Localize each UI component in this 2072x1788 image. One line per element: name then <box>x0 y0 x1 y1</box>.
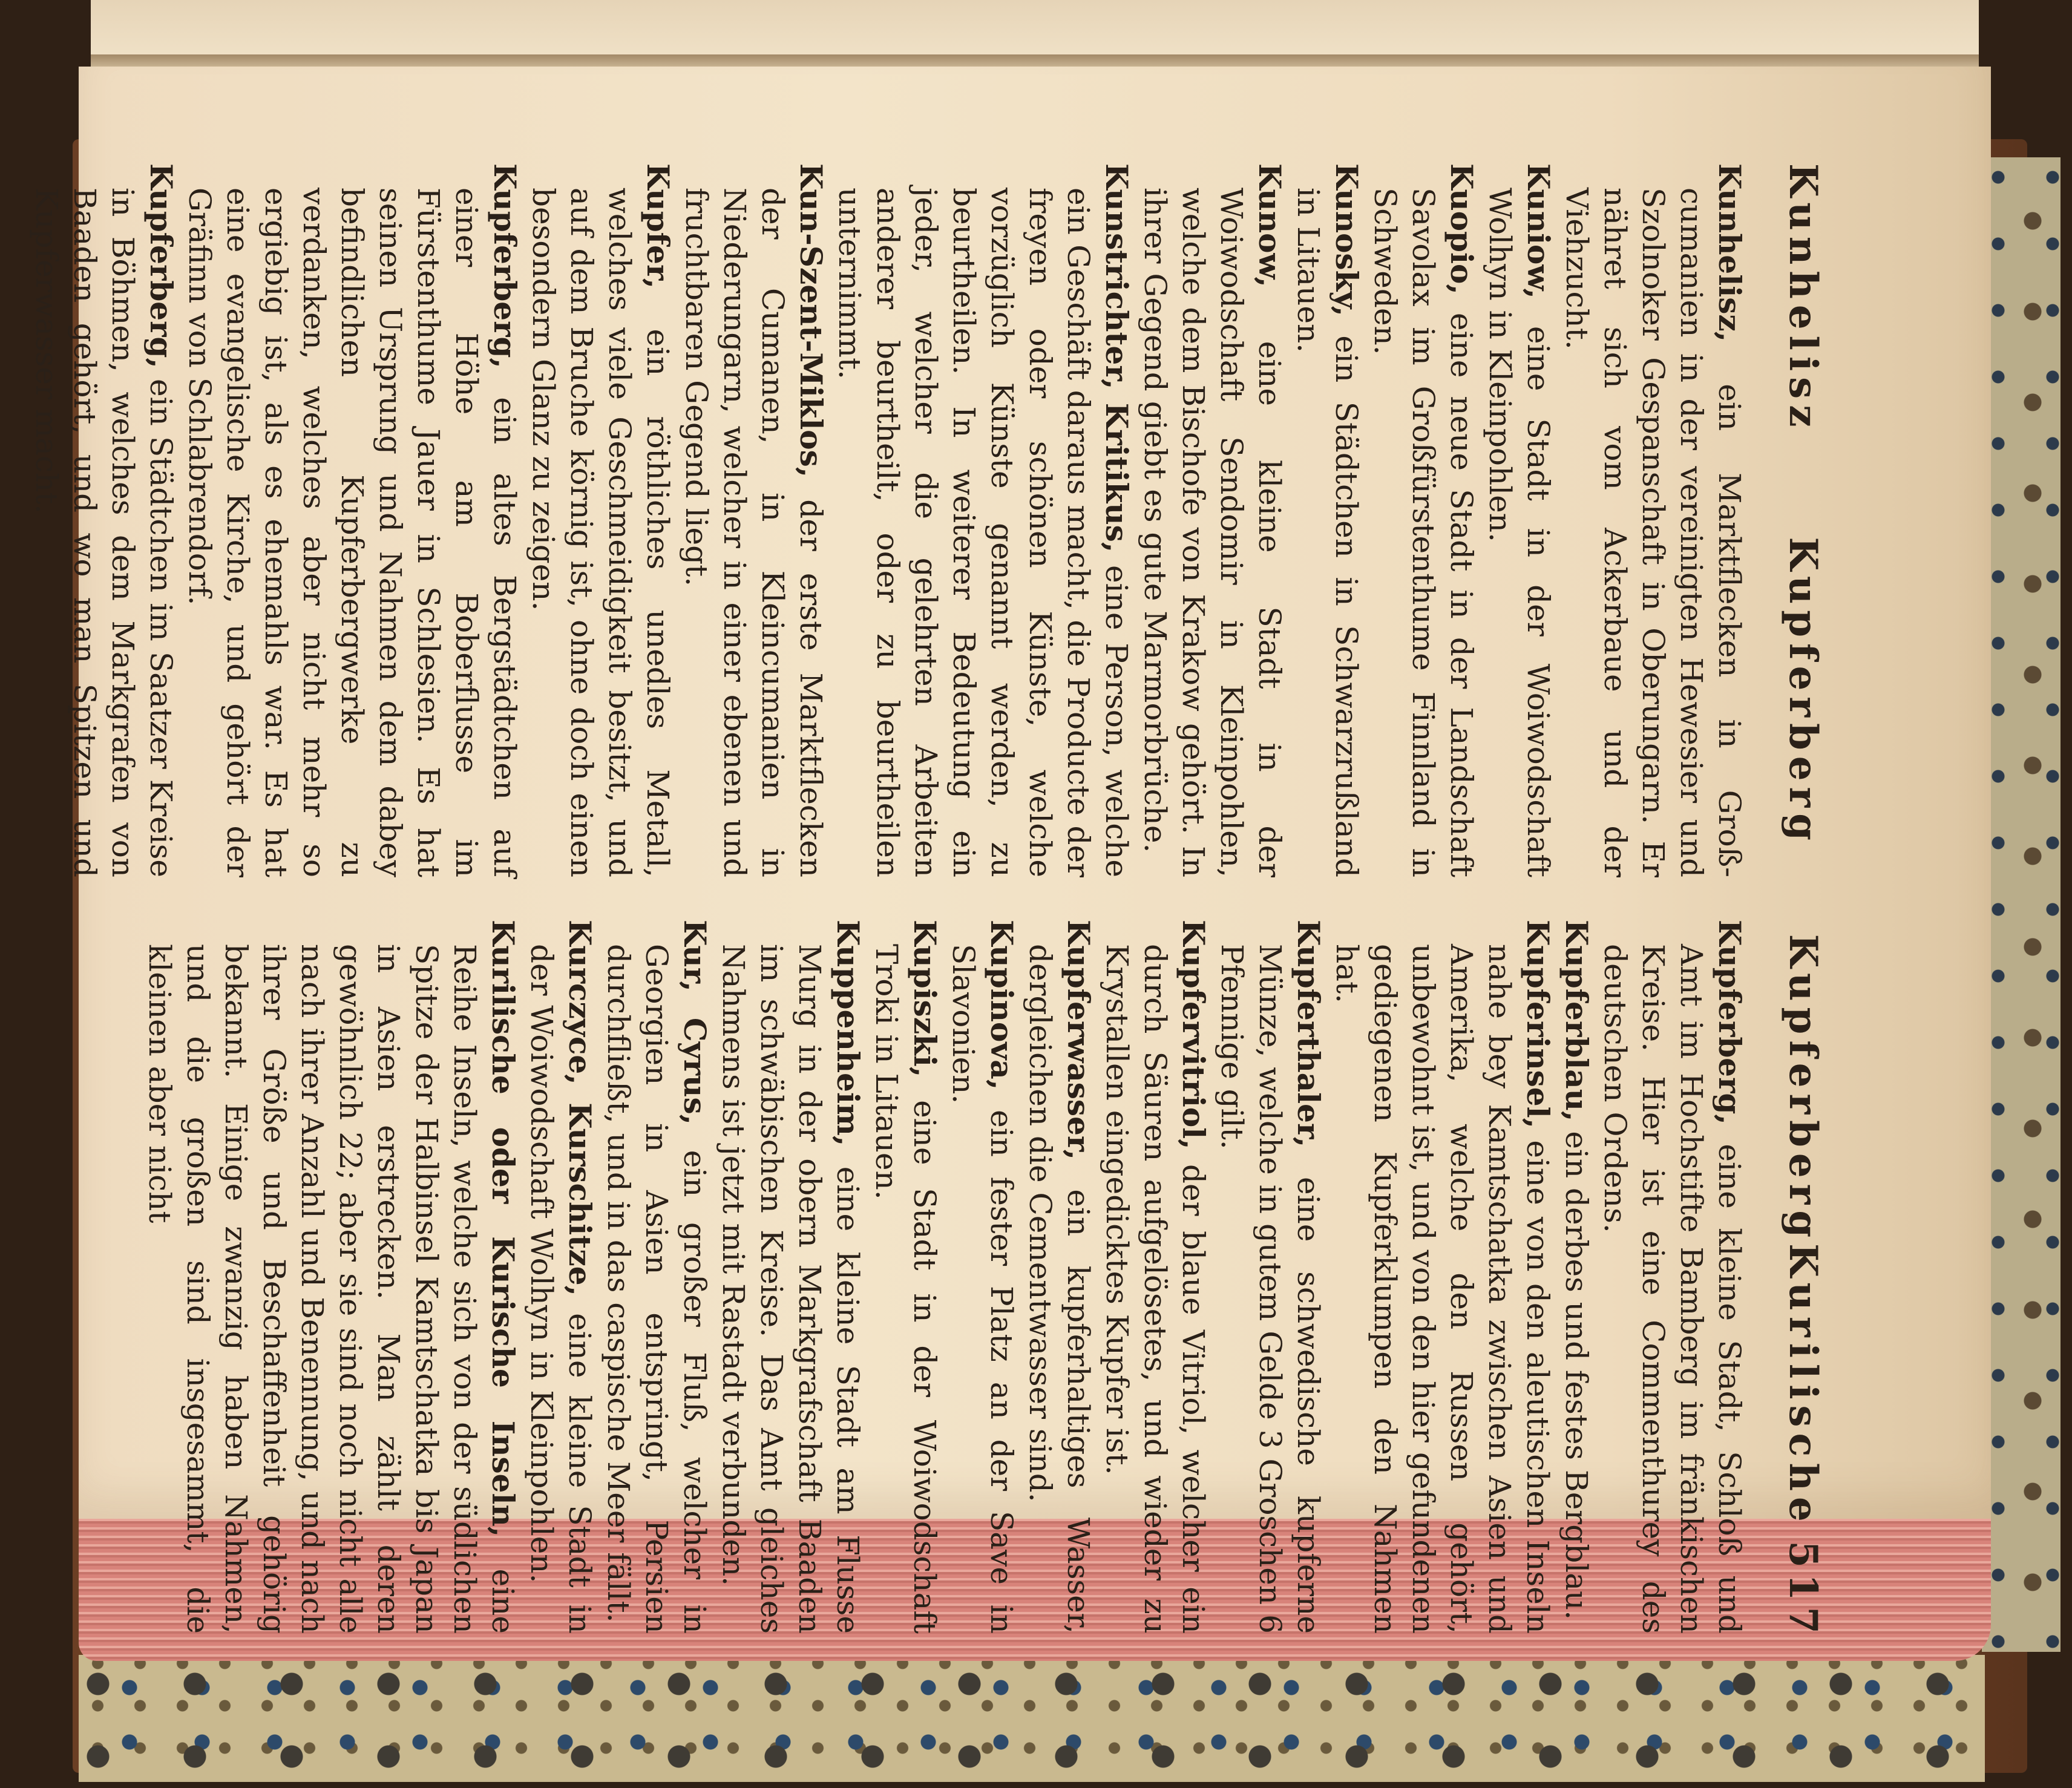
entry-headword: Kupferthaler, <box>1291 920 1326 1148</box>
entry-text: eine neue Stadt in der Landschaft Savolax im Großfürstenthume Finnland in Schweden. <box>1368 188 1479 877</box>
entry-headword: Kurilische oder Kurische Inseln, <box>485 920 521 1537</box>
entry-text: ein fester Platz an der Save in Slavonien. <box>946 944 1019 1634</box>
entry-text: eine Reihe Inseln, welche sich von der südlichen Spitze der Halbinsel Kamtschatka bis Japan in Asien erstrecken. Man zählt deren gewöhnlich 22; aber sie sind noch nicht alle nach ihrer Anzahl und Benennung, und nach ihrer Größe und Beschaffenheit gehörig bekannt. Einige zwanzig haben Nahmen, und die großen sind insgesammt, die kleinen aber nicht <box>142 944 520 1634</box>
dictionary-entry <box>1558 163 1749 877</box>
entry-headword: Kupferberg, <box>487 163 523 368</box>
entry-text: der erste Marktflecken der Cumanen, in Kleincumanien in Niederungarn, welcher in einer ebenen und fruchtbaren Gegend liegt. <box>679 188 828 877</box>
entry-headword: Kuppenheim, <box>830 920 866 1147</box>
entry-headword: Kunhelisz, <box>1712 163 1748 342</box>
dictionary-entry <box>1213 920 1328 1634</box>
page-number: 517 <box>1780 1541 1826 1640</box>
entry-headword: Kuniow, <box>1521 163 1556 299</box>
entry-text: eine schwedische kupferne Münze, welche in gutem Gelde 3 Groschen 6 Pfennige gilt. <box>1215 944 1326 1634</box>
entry-text: ein kupferhaltiges Wasser, dergleichen die Cementwasser sind. <box>1023 944 1096 1634</box>
entry-headword: Kupinova, <box>984 920 1020 1090</box>
entry-headword: Kunosky, <box>1329 163 1365 316</box>
dictionary-entry <box>1481 163 1558 877</box>
entry-headword: Kupfervitriol, <box>1176 920 1211 1150</box>
entry-headword: Kupfer, <box>640 163 676 289</box>
entry-text: ein altes Bergstädtchen auf einer Höhe am Boberflusse im Fürstenthume Jauer in Schlesien. Es hat seinen Ursprung und Nahmen dem dabey befindlichen Kupferbergwerke zu verdanken, welches aber nicht mehr so ergiebig ist, als es ehemahls war. Es hat eine evangelische Kirche, und gehört der Gräfinn von Schlabrendorf. <box>182 188 522 877</box>
marbled-endpaper-bottom <box>79 1655 1985 1782</box>
dictionary-entry <box>140 920 522 1634</box>
entry-text: eine kleine Stadt in der Woiwodschaft Wolhyn in Kleinpohlen. <box>524 944 597 1634</box>
dictionary-entry <box>1366 163 1481 877</box>
dictionary-entry <box>1557 920 1596 1634</box>
dictionary-entry <box>944 920 1021 1634</box>
dictionary-entry <box>867 920 944 1634</box>
entry-text: eine von den aleutischen Inseln nahe bey Kamtschatka zwischen Asien und Amerika, welche den Russen gehört, unbewohnt ist, und von den hier gefundenen gediegenen Kupferklumpen den Nahmen hat. <box>1329 944 1555 1634</box>
header-word-kupferberg-right: Kupferberg <box>1780 934 1826 1244</box>
entry-headword: Kupferblau, <box>1559 920 1595 1122</box>
header-word-kurilische: Kurilische <box>1780 1243 1826 1528</box>
left-column <box>27 163 1749 877</box>
dictionary-entry <box>180 163 524 877</box>
running-header <box>1767 163 1840 1640</box>
entry-text: eine kleine Stadt am Flusse Murg in der obern Markgrafschaft Baaden im schwäbischen Kreise. Das Amt gleiches Nahmens ist jetzt mit Rastadt verbunden. <box>716 944 865 1634</box>
entry-text: eine Stadt in der Woiwodschaft Wolhyn in Kleinpohlen. <box>1483 188 1556 877</box>
dictionary-entry <box>1136 163 1289 877</box>
dictionary-entry <box>714 920 867 1634</box>
entry-text: eine Stadt in der Woiwodschaft Troki in Litauen. <box>869 944 942 1634</box>
entry-headword: Kun-Szent-Miklos, <box>793 163 829 478</box>
dictionary-entry <box>1328 920 1557 1634</box>
entry-headword: Kupferberg, <box>1712 920 1748 1125</box>
entry-headword: Kunstrichter, Kritikus, <box>1099 163 1135 553</box>
entry-headword: Kupferwasser, <box>1061 920 1097 1160</box>
dictionary-entry <box>1098 920 1213 1634</box>
header-word-kunhelisz: Kunhelisz <box>1780 163 1826 433</box>
dictionary-entry <box>1596 920 1749 1634</box>
entry-headword: Kupferinsel, <box>1520 920 1556 1129</box>
dictionary-entry <box>524 163 677 877</box>
right-column <box>140 920 1749 1634</box>
entry-headword: Kur, Cyrus, <box>677 920 713 1125</box>
entry-text: ein großer Fluß, welcher in Georgien in Asien entspringt, Persien durchfließt, und in das caspische Meer fällt. <box>601 944 712 1634</box>
page-text-block <box>29 139 1840 1652</box>
entry-headword: Kunow, <box>1252 163 1288 287</box>
entry-text: ein Marktflecken in Groß-cumanien in der vereinigten Hewesier und Szolnoker Gespanschaft in Oberungarn. Er nähret sich vom Ackerbaue und der Viehzucht. <box>1559 188 1747 877</box>
entry-headword: Kupferberg, <box>143 163 179 368</box>
entry-text: eine kleine Stadt in der Woiwodschaft Sendomir in Kleinpohlen, welche dem Bischofe von Krakow gehört. In ihrer Gegend giebt es gute Marmorbrüche. <box>1138 188 1287 877</box>
entry-headword: Kupiszki, <box>907 920 943 1078</box>
header-word-kupferberg-left: Kupferberg <box>1780 537 1826 847</box>
dictionary-entry <box>677 163 830 877</box>
entry-headword: Kuopio, <box>1444 163 1480 295</box>
entry-text: ein röthliches unedles Metall, welches viele Geschmeidigkeit besitzt, und auf dem Bruche körnig ist, ohne doch einen besondern Glanz zu zeigen. <box>526 188 675 877</box>
entry-text: ein Städtchen im Saatzer Kreise in Böhmen, welches dem Markgrafen von Baaden gehört, und wo man Spitzen und Kupferwasser macht. <box>29 188 179 877</box>
entry-text: eine Person, welche ein Geschäft daraus macht, die Producte der freyen oder schönen Künste, welche vorzüglich Künste genannt werden, zu beurtheilen. In weiterer Bedeutung ein jeder, welcher die gelehrten Arbeiten anderer beurtheilt, oder zu beurtheilen unternimmt. <box>832 188 1134 877</box>
dictionary-entry <box>1289 163 1366 877</box>
dictionary-entry <box>599 920 714 1634</box>
dictionary-entry <box>27 163 180 877</box>
entry-text: ein derbes und festes Bergblau. <box>1559 1121 1594 1620</box>
dictionary-entry <box>830 163 1136 877</box>
entry-text: eine kleine Stadt, Schloß und Amt im Hochstifte Bamberg im fränkischen Kreise. Hier ist eine Commenthurey des deutschen Ordens. <box>1598 944 1747 1634</box>
marbled-endpaper-right <box>1982 157 2061 1652</box>
entry-text: der blaue Vitriol, welcher ein durch Säuren aufgelösetes, und wieder zu Krystallen eingedicktes Kupfer ist. <box>1100 944 1211 1634</box>
entry-text: ein Städtchen in Schwarzrußland in Litauen. <box>1291 188 1364 877</box>
dictionary-entry <box>1021 920 1098 1634</box>
dictionary-entry <box>522 920 599 1634</box>
entry-headword: Kurczyce, Kurschitze, <box>562 920 598 1296</box>
